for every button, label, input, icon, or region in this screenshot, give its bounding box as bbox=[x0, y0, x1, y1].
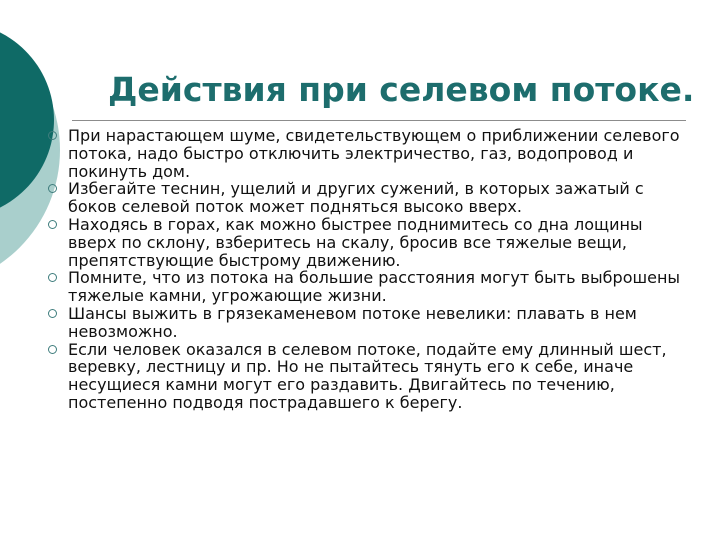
hollow-circle-bullet-icon bbox=[48, 220, 57, 229]
bullet-list bbox=[42, 127, 692, 412]
bullet-text: При нарастающем шуме, свидетельствующем о приближении селевого потока, надо быстро отключить электричество, газ, водопровод и покинуть дом. bbox=[68, 126, 680, 181]
bullet-text: Избегайте теснин, ущелий и других сужений, в которых зажатый с боков селевой поток может подняться высоко вверх. bbox=[68, 179, 644, 217]
bullet-item bbox=[42, 341, 692, 412]
bullet-item bbox=[42, 127, 692, 180]
hollow-circle-bullet-icon bbox=[48, 273, 57, 282]
slide-title: Действия при селевом потоке. bbox=[108, 70, 695, 109]
hollow-circle-bullet-icon bbox=[48, 345, 57, 354]
bullet-item bbox=[42, 305, 692, 341]
bullet-item bbox=[42, 180, 692, 216]
hollow-circle-bullet-icon bbox=[48, 184, 57, 193]
title-divider bbox=[72, 120, 686, 121]
bullet-text: Находясь в горах, как можно быстрее поднимитесь со дна лощины вверх по склону, взберитесь на скалу, бросив все тяжелые вещи, препятствующие быстрому движению. bbox=[68, 214, 643, 270]
bullet-text: Помните, что из потока на большие расстояния могут быть выброшены тяжелые камни, угрожающие жизни. bbox=[68, 268, 681, 306]
bullet-text: Шансы выжить в грязекаменевом потоке невелики: плавать в нем невозможно. bbox=[68, 303, 637, 341]
bullet-item bbox=[42, 269, 692, 305]
hollow-circle-bullet-icon bbox=[48, 309, 57, 318]
bullet-text: Если человек оказался в селевом потоке, подайте ему длинный шест, веревку, лестницу и пр. Но не пытайтесь тянуть его к себе, иначе несущиеся камни могут его раздавить. Двигайтесь по течению, постепенно подводя пострадавшего к берегу. bbox=[68, 339, 667, 412]
bullet-item bbox=[42, 216, 692, 269]
hollow-circle-bullet-icon bbox=[48, 131, 57, 140]
